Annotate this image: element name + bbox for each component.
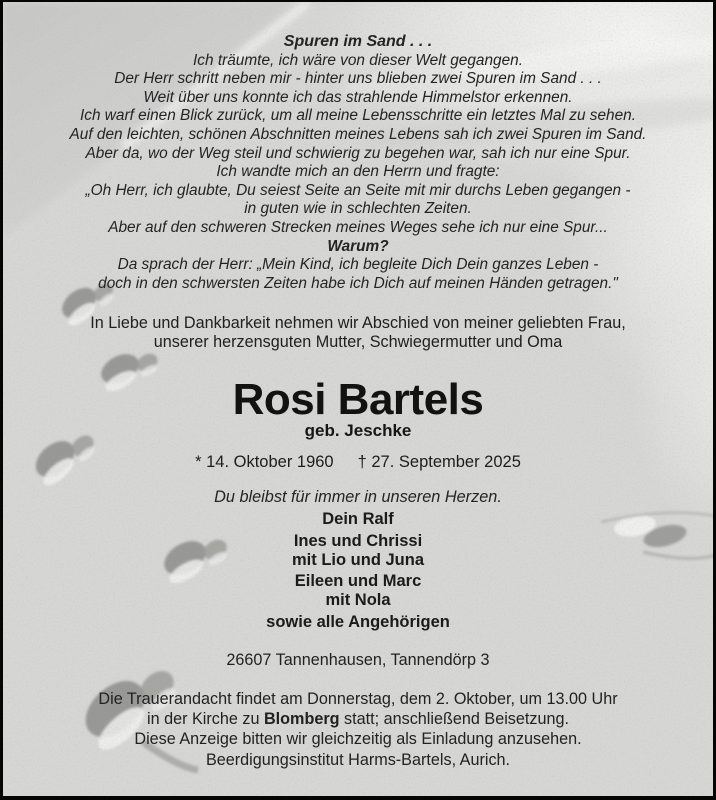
service-details [3,690,713,770]
service-line-part: in der Kirche zu [147,710,264,729]
poem-line: Der Herr schritt neben mir - hinter uns blieben zwei Spuren im Sand . . . [114,70,602,88]
service-line: Diese Anzeige bitten wir gleichzeitig als Einladung anzusehen. [134,730,582,749]
poem-line: in guten wie in schlechten Zeiten. [244,200,472,218]
farewell-intro [3,314,713,352]
intro-line: unserer herzensguten Mutter, Schwiegermutter und Oma [153,333,563,352]
maiden-name: geb. Jeschke [304,421,412,441]
deceased-name: Rosi Bartels [232,375,484,425]
mourners-list [3,510,713,632]
mourner-line: mit Lio und Juna [292,551,424,570]
service-line-part: statt; anschließend Beisetzung. [339,710,569,729]
poem-line: Ich warf einen Blick zurück, um all meine Lebensschritte ein letztes Mal zu sehen. [79,107,637,125]
intro-line: In Liebe und Dankbarkeit nehmen wir Abschied von meiner geliebten Frau, [90,314,626,333]
service-line: Die Trauerandacht findet am Donnerstag, dem 2. Oktober, um 13.00 Uhr [98,690,618,709]
service-line [3,710,713,729]
poem-title: Spuren im Sand . . . [283,33,433,50]
mourner-line: mit Nola [325,591,391,610]
poem-line: doch in den schwersten Zeiten habe ich Dich auf meinen Händen getragen." [98,274,618,292]
home-address: 26607 Tannenhausen, Tannendörp 3 [226,651,490,670]
poem-line: Weit über uns konnte ich das strahlende Himmelstor erkennen. [143,88,573,106]
poem [3,2,713,293]
poem-line: Da sprach der Herr: „Mein Kind, ich begleite Dich Dein ganzes Leben - [117,256,599,274]
mourner-line: sowie alle Angehörigen [266,613,450,632]
farewell-sentence: Du bleibst für immer in unseren Herzen. [214,488,502,507]
obituary-content [3,2,713,796]
life-dates [3,453,713,471]
poem-line: Auf den leichten, schönen Abschnitten meines Lebens sah ich zwei Spuren im Sand. [69,125,647,143]
poem-line: Ich wandte mich an den Herrn und fragte: [216,163,500,181]
poem-line: Aber da, wo der Weg steil und schwierig zu begehen war, sah ich nur eine Spur. [85,144,631,162]
poem-line-warum: Warum? [327,237,389,255]
mourner-line: Eileen und Marc [294,572,422,591]
death-date: † 27. September 2025 [357,453,521,472]
birth-date: * 14. Oktober 1960 [195,453,334,472]
poem-line: Aber auf den schweren Strecken meines Weges sehe ich nur eine Spur... [108,218,608,236]
funeral-home-line: Beerdigungsinstitut Harms-Bartels, Aurich. [205,751,511,770]
mourner-line: Ines und Chrissi [293,532,423,551]
service-location: Blomberg [263,710,340,729]
poem-line: Ich träumte, ich wäre von dieser Welt gegangen. [193,51,523,69]
mourner-line: Dein Ralf [322,510,394,529]
poem-line: „Oh Herr, ich glaubte, Du seiest Seite an Seite mit mir durchs Leben gegangen - [85,181,631,199]
